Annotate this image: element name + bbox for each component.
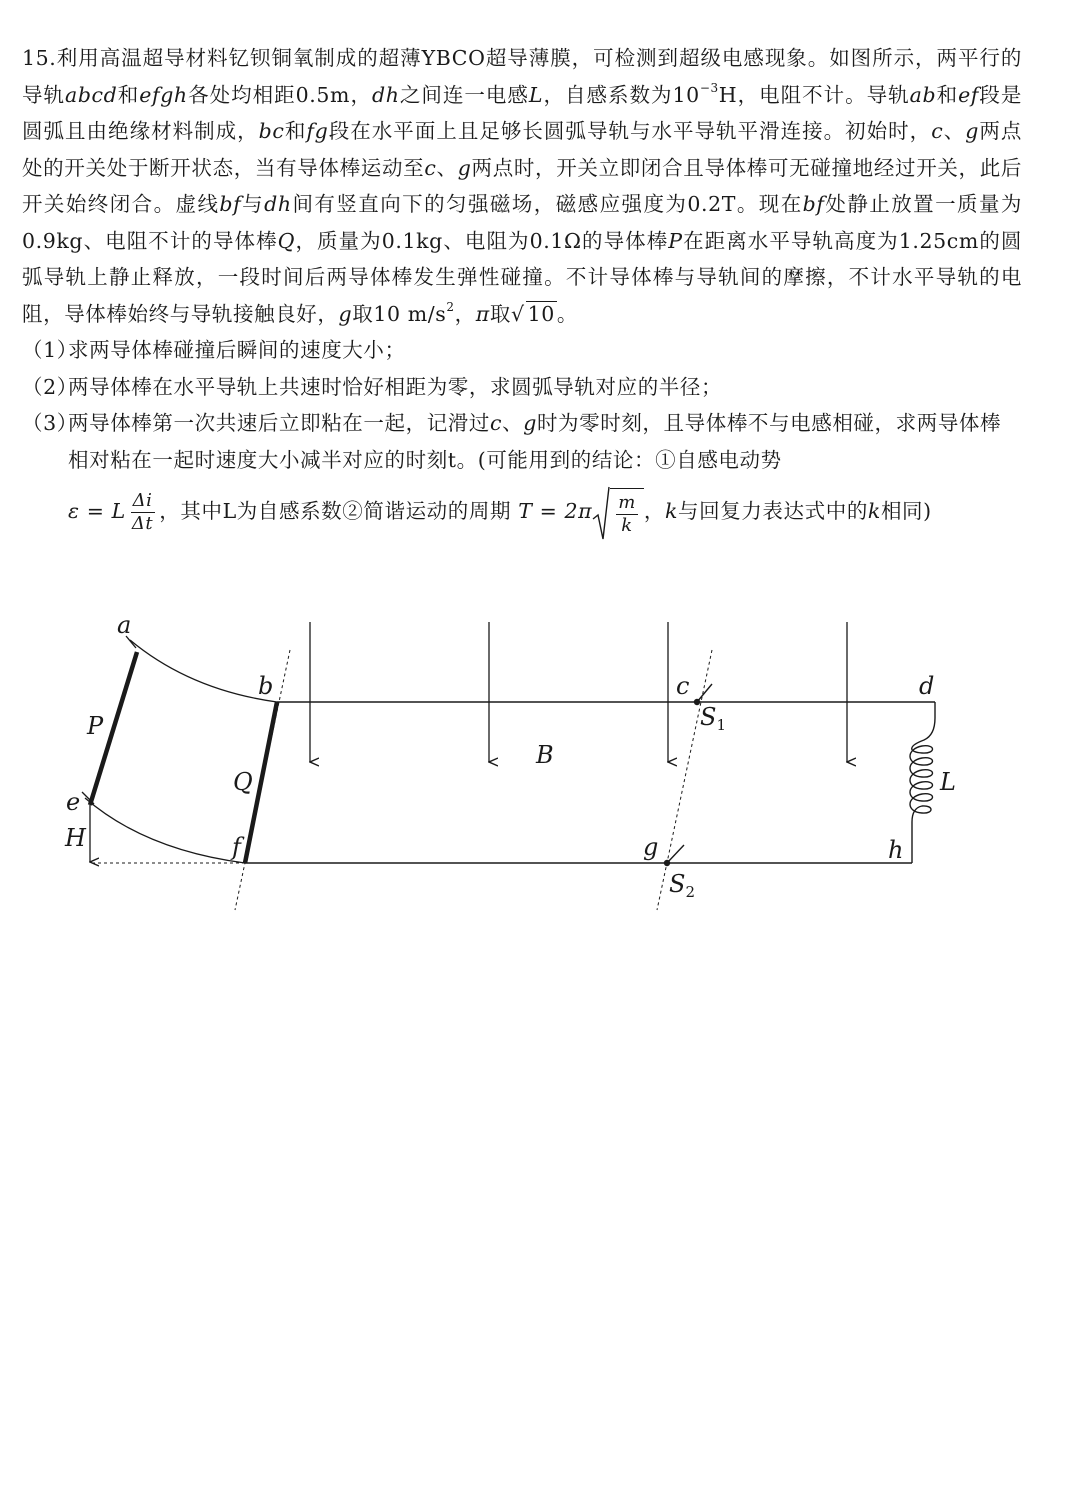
- label-ef: ef: [958, 82, 979, 107]
- rod-q-text: 处静止放置一质量为0.9kg、电阻不计的导体棒: [22, 192, 1022, 253]
- label-f: f: [232, 833, 241, 861]
- tail-k2: k: [867, 499, 881, 523]
- frac-di: Δi: [132, 490, 153, 511]
- g-exponent: 2: [446, 299, 455, 314]
- problem-statement: [22, 40, 1022, 332]
- text-and: 和: [117, 82, 140, 107]
- switch-text: 两点处的开关处于断开状态，当有导体棒运动至: [22, 119, 1022, 180]
- inductor-coil: [910, 702, 935, 863]
- q3-label-c: c: [490, 411, 503, 435]
- label-inductor-l: L: [940, 768, 956, 796]
- label-dh2: dh: [264, 192, 292, 216]
- formula-tail-text: 与回复力表达式中的: [678, 499, 868, 523]
- question-2-text: 两导体棒在水平导轨上共速时恰好相距为零，求圆弧导轨对应的半径；: [68, 374, 723, 399]
- sqrt-value: 10: [527, 301, 555, 326]
- radical-sign: [592, 485, 610, 541]
- label-g-diagram: g: [643, 833, 659, 861]
- text-and3: 和: [284, 119, 307, 143]
- label-c: c: [931, 119, 944, 143]
- sep: 、: [943, 119, 966, 143]
- label-d: d: [919, 672, 935, 700]
- inductor-text: 之间连一电感: [399, 82, 529, 107]
- label-e: e: [66, 788, 81, 816]
- q3-sep: 、: [502, 411, 524, 435]
- label-s1: [700, 703, 726, 734]
- question-1: [22, 332, 1022, 369]
- label-P: P: [668, 228, 683, 253]
- question-1-num: （1）: [22, 338, 78, 362]
- label-bc: bc: [258, 119, 285, 143]
- label-s2-main: S: [669, 870, 686, 898]
- self-ind-text: ，自感系数为10: [543, 82, 700, 107]
- label-c2: c: [424, 155, 437, 180]
- rod-p-text: ，质量为0.1kg、电阻为0.1Ω的导体棒: [295, 228, 669, 253]
- label-a: a: [117, 611, 132, 639]
- label-bf: bf: [219, 192, 242, 216]
- arc-text: 段是圆弧且由绝缘材料制成，: [22, 82, 1023, 143]
- period-lhs: T = 2π: [518, 499, 593, 523]
- label-ab: ab: [909, 82, 937, 107]
- spacing-text: 各处均相距0.5m，: [187, 82, 372, 107]
- label-height-h: H: [65, 824, 86, 852]
- question-3-text-b: 时为零时刻，且导体棒不与电感相碰，求两导体棒相对粘在一起时速度大小减半对应的时刻t。(可能用到的结论：①自感电动势: [68, 411, 1002, 472]
- field-text: 间有竖直向下的匀强磁场，磁感应强度为0.2T。现在: [291, 192, 803, 216]
- rail-abcd: abcd: [65, 82, 118, 107]
- sqrt-symbol: √: [510, 301, 525, 326]
- question-2: [22, 369, 1022, 406]
- label-field-b: B: [536, 741, 554, 769]
- label-g2: g: [457, 155, 472, 180]
- q3-label-g: g: [523, 411, 537, 435]
- problem-text: [22, 40, 1022, 542]
- henry-text: H，电阻不计。导轨: [718, 82, 910, 107]
- formula-line: [22, 480, 1022, 542]
- problem-number: 15.: [22, 46, 57, 70]
- question-1-text: 求两导体棒碰撞后瞬间的速度大小；: [68, 338, 406, 362]
- period-fraction: [610, 488, 644, 537]
- pi-symbol: π: [475, 301, 490, 326]
- exponent: −3: [699, 80, 719, 95]
- formula-comma: ，: [643, 499, 665, 523]
- label-L: L: [528, 82, 544, 107]
- emf-lhs: ε = L: [68, 499, 126, 523]
- question-2-num: （2）: [22, 374, 78, 399]
- text-with: 与: [241, 192, 265, 216]
- label-s1-main: S: [700, 703, 717, 731]
- switch-text2: 两点时，开关立即闭合且导体棒可无碰撞地经过开关，此后开关始终闭合。虚线: [22, 155, 1022, 216]
- arc-rail-ab: [130, 640, 277, 702]
- circuit-diagram: [0, 600, 1080, 930]
- label-bf2: bf: [802, 192, 825, 216]
- intro-text: 利用高温超导材料钇钡铜氧制成的超薄YBCO超导薄膜，可检测到超级电感现象。如图所示，两平行的导轨: [22, 46, 1022, 107]
- tail-k: k: [664, 499, 679, 523]
- pi-text: 取: [489, 301, 511, 326]
- level-text: 段在水平面上且足够长圆弧导轨与水平导轨平滑连接。初始时，: [328, 119, 932, 143]
- label-g: g: [965, 119, 979, 143]
- frac-k: k: [621, 515, 633, 536]
- label-c-diagram: c: [676, 672, 690, 700]
- question-3-num: （3）: [22, 411, 78, 435]
- question-3: [22, 405, 1022, 478]
- period: 。: [556, 301, 579, 326]
- frac-dt: Δt: [131, 513, 154, 534]
- sep2: 、: [436, 155, 458, 180]
- switch-s2-blade: [667, 845, 684, 863]
- g-value: 取10 m/s: [352, 301, 447, 326]
- rail-efgh: efgh: [139, 82, 188, 107]
- label-h: h: [888, 836, 904, 864]
- label-s2: [669, 870, 695, 901]
- label-s2-sub: 2: [685, 883, 695, 901]
- label-dh: dh: [371, 82, 400, 107]
- period-radical: [592, 485, 644, 541]
- label-g-sym: g: [338, 301, 353, 326]
- release-text: 在距离水平导轨高度为1.25cm的圆弧导轨上静止释放，一段时间后两导体棒发生弹性碰撞。不计导体棒与导轨间的摩擦，不计水平导轨的电阻，导体棒始终与导轨接触良好，: [22, 228, 1022, 326]
- question-3-text-a: 两导体棒第一次共速后立即粘在一起，记滑过: [68, 411, 490, 435]
- formula-mid-text: ，其中L为自感系数②简谐运动的周期: [159, 499, 512, 523]
- label-fg: fg: [306, 119, 329, 143]
- label-s1-sub: 1: [716, 716, 726, 734]
- arc-rail-ef: [85, 798, 245, 863]
- label-p-rod: P: [87, 712, 104, 740]
- text-and2: 和: [936, 82, 959, 107]
- label-b: b: [258, 672, 274, 700]
- comma: ，: [454, 301, 476, 326]
- label-Q: Q: [277, 228, 296, 253]
- label-q-rod: Q: [233, 768, 253, 796]
- formula-tail-end: 相同): [880, 499, 932, 523]
- frac-m: m: [618, 492, 636, 513]
- emf-fraction: [130, 490, 155, 535]
